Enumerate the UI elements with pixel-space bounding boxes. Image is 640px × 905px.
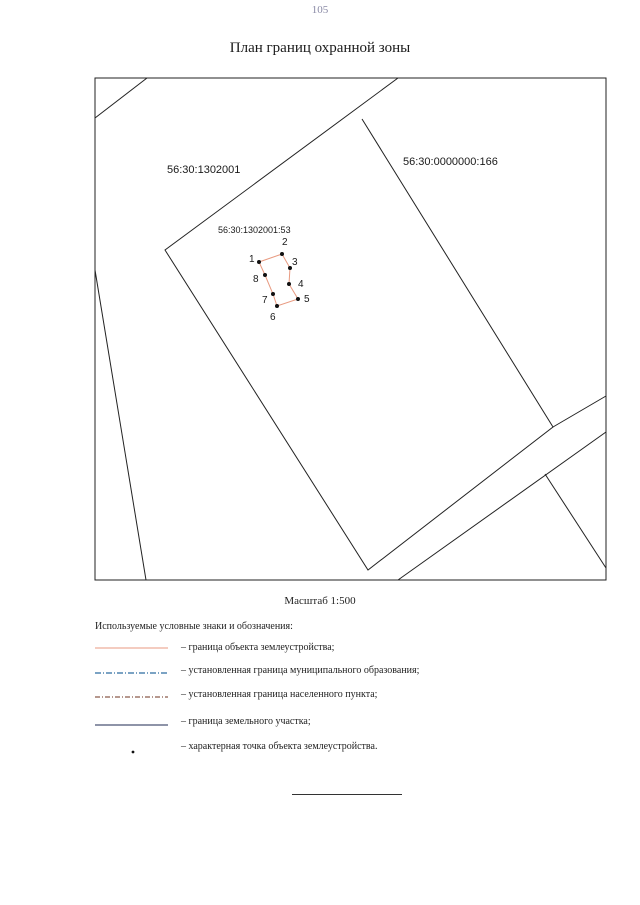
point-1-marker — [257, 260, 261, 264]
signature-line — [292, 794, 402, 795]
road-boundary-line — [398, 432, 606, 580]
settlement-boundary-symbol — [95, 689, 170, 703]
point-8-marker — [263, 273, 267, 277]
page-title: План границ охранной зоны — [229, 40, 411, 56]
map-frame — [95, 78, 606, 580]
municipal-boundary-symbol — [95, 665, 170, 679]
legend-text: – граница земельного участка; — [181, 716, 311, 727]
legend-item-land-plot-boundary — [95, 716, 545, 730]
parcel-boundary-line — [95, 270, 146, 580]
point-5-marker — [296, 297, 300, 301]
legend-item-object-boundary — [95, 642, 545, 656]
legend-item-municipal-boundary — [95, 665, 545, 679]
legend-text: – установленная граница муниципального образования; — [181, 665, 420, 676]
land-plot-boundary-symbol — [95, 716, 170, 730]
point-3-label: 3 — [292, 257, 298, 268]
characteristic-point-symbol — [95, 741, 170, 755]
road-boundary-line — [553, 396, 606, 427]
legend-text: – характерная точка объекта землеустройства. — [181, 741, 378, 752]
road-boundary-line — [545, 474, 606, 568]
parcel-label-west: 56:30:1302001 — [167, 164, 241, 176]
point-7-marker — [271, 292, 275, 296]
legend-item-characteristic-point — [95, 741, 545, 755]
legend-text: – установленная граница населенного пункта; — [181, 689, 378, 700]
point-4-marker — [287, 282, 291, 286]
point-1-label: 1 — [249, 254, 255, 265]
point-6-marker — [275, 304, 279, 308]
legend-text: – граница объекта землеустройства; — [181, 642, 335, 653]
legend-item-settlement-boundary — [95, 689, 545, 703]
parcel-label-central: 56:30:1302001:53 — [218, 225, 291, 235]
parcel-boundary-line — [95, 78, 147, 118]
point-2-marker — [280, 252, 284, 256]
legend-title: Используемые условные знаки и обозначения: — [95, 621, 293, 632]
object-boundary-symbol — [95, 642, 170, 656]
point-4-label: 4 — [298, 279, 304, 290]
point-8-label: 8 — [253, 274, 259, 285]
point-6-label: 6 — [270, 312, 276, 323]
parcel-label-east: 56:30:0000000:166 — [403, 156, 498, 168]
map-scale: Масштаб 1:500 — [284, 595, 356, 607]
point-2-label: 2 — [282, 237, 288, 248]
central-parcel-boundary — [165, 78, 553, 570]
point-5-label: 5 — [304, 294, 310, 305]
page-number: 105 — [311, 4, 329, 16]
point-7-label: 7 — [262, 295, 268, 306]
